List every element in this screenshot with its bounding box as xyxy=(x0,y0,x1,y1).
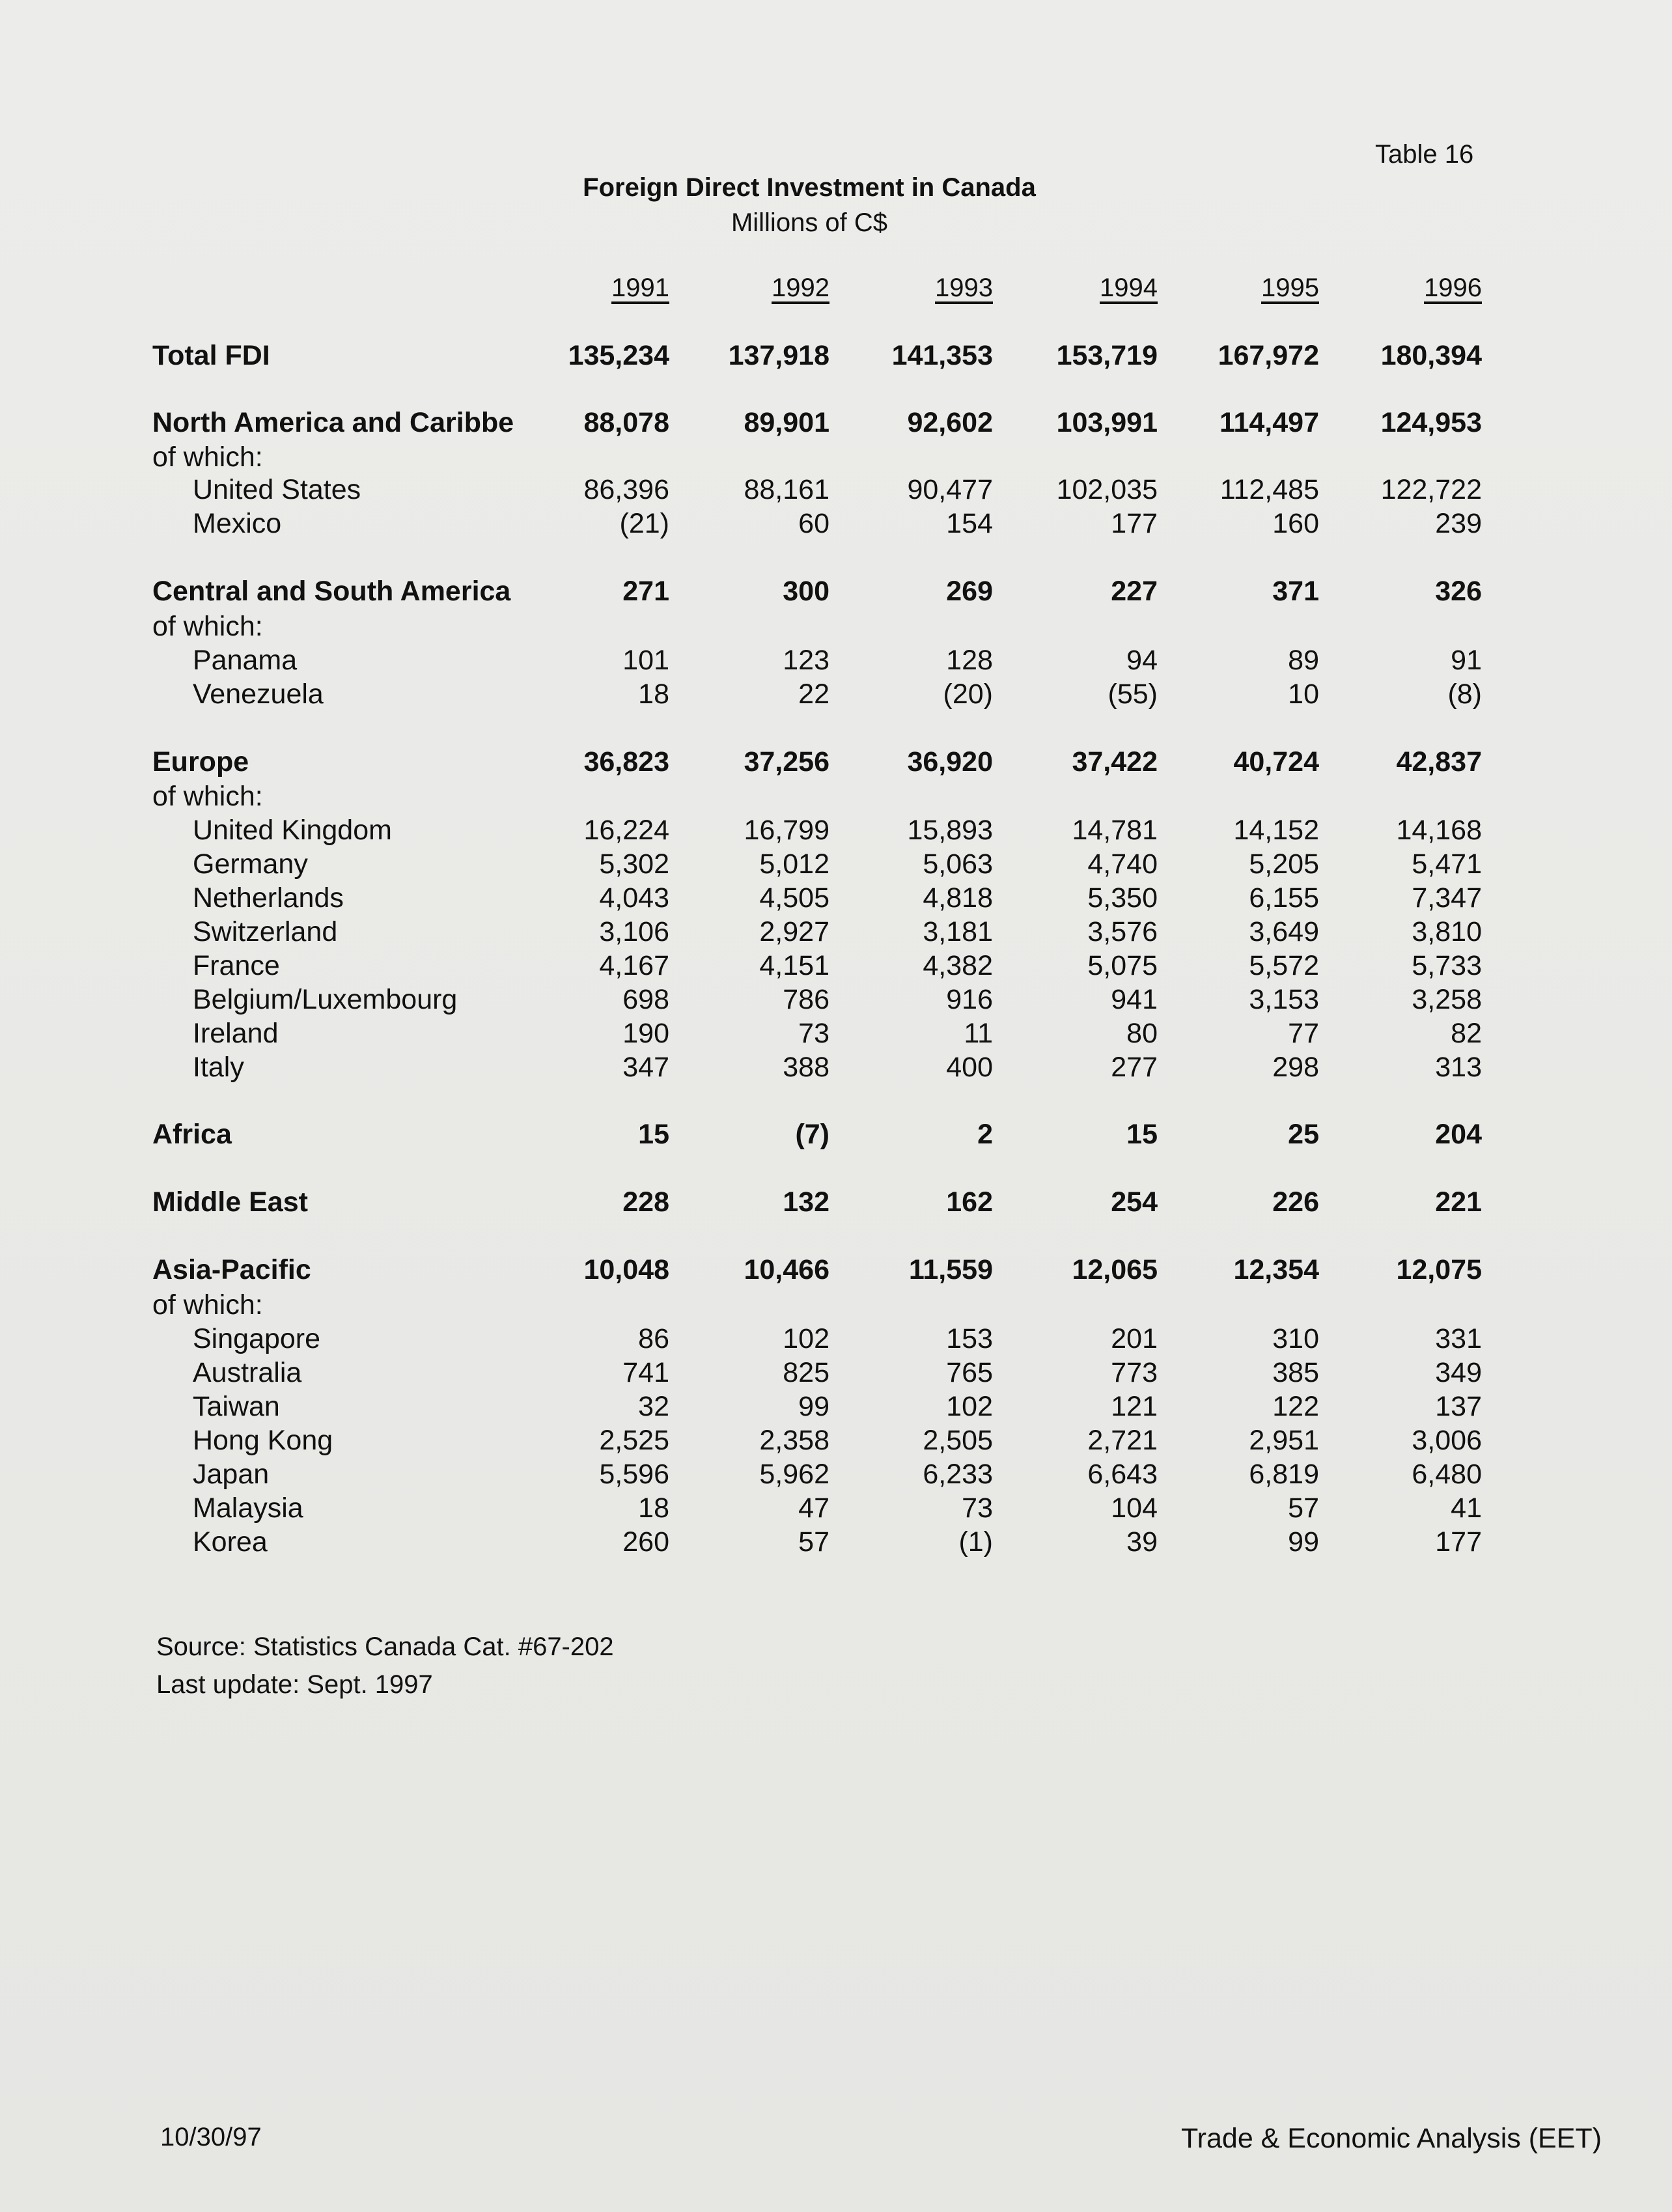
value-cell-1993: 4,382 xyxy=(923,950,993,981)
value-cell-1993: 2,505 xyxy=(923,1425,993,1456)
year-header-1991: 1991 xyxy=(611,273,669,302)
value-cell-1993: 90,477 xyxy=(907,474,993,505)
table-row xyxy=(0,815,1672,847)
value-cell-1995: 3,153 xyxy=(1249,984,1319,1015)
value-cell-1992: 47 xyxy=(798,1492,829,1524)
value-cell-1991: 16,224 xyxy=(583,815,669,846)
value-cell-1995: 77 xyxy=(1288,1018,1319,1049)
table-row xyxy=(0,984,1672,1016)
value-cell-1993: 141,353 xyxy=(891,340,993,371)
year-header-1995: 1995 xyxy=(1261,273,1319,302)
value-cell-1996: 41 xyxy=(1451,1492,1482,1524)
value-cell-1992: 57 xyxy=(798,1526,829,1558)
value-cell-1996: 122,722 xyxy=(1380,474,1482,505)
value-cell-1992: 22 xyxy=(798,679,829,710)
value-cell-1991: 4,043 xyxy=(599,882,669,914)
value-cell-1992: 132 xyxy=(783,1186,829,1218)
value-cell-1994: 277 xyxy=(1111,1052,1158,1083)
value-cell-1991: (21) xyxy=(619,508,669,539)
value-cell-1995: 3,649 xyxy=(1249,916,1319,947)
value-cell-1993: 162 xyxy=(946,1186,993,1218)
value-cell-1994: 15 xyxy=(1126,1119,1158,1150)
value-cell-1992: 2,358 xyxy=(759,1425,829,1456)
value-cell-1995: 6,155 xyxy=(1249,882,1319,914)
value-cell-1992: 102 xyxy=(783,1323,829,1354)
value-cell-1996: 326 xyxy=(1435,576,1482,607)
row-label: Switzerland xyxy=(193,916,338,947)
table-row xyxy=(0,1254,1672,1287)
row-label: of which: xyxy=(152,611,263,642)
row-label: United States xyxy=(193,474,361,505)
row-label: Middle East xyxy=(152,1186,308,1218)
row-label: of which: xyxy=(152,441,263,473)
value-cell-1995: 57 xyxy=(1288,1492,1319,1524)
value-cell-1995: 25 xyxy=(1288,1119,1319,1150)
row-label: Japan xyxy=(193,1459,270,1490)
value-cell-1993: 2 xyxy=(977,1119,993,1150)
value-cell-1994: 80 xyxy=(1126,1018,1158,1049)
value-cell-1996: 5,471 xyxy=(1412,848,1482,880)
value-cell-1991: 101 xyxy=(622,645,669,676)
year-header-1994: 1994 xyxy=(1100,273,1158,302)
value-cell-1995: 122 xyxy=(1272,1391,1319,1422)
row-label: Ireland xyxy=(193,1018,279,1049)
table-number: Table 16 xyxy=(1375,140,1474,169)
value-cell-1993: 269 xyxy=(946,576,993,607)
value-cell-1996: 14,168 xyxy=(1396,815,1482,846)
value-cell-1993: 36,920 xyxy=(907,746,993,777)
value-cell-1994: 5,350 xyxy=(1087,882,1158,914)
value-cell-1995: 10 xyxy=(1288,679,1319,710)
value-cell-1992: 137,918 xyxy=(728,340,829,371)
value-cell-1996: 42,837 xyxy=(1396,746,1482,777)
value-cell-1996: 5,733 xyxy=(1412,950,1482,981)
value-cell-1992: 388 xyxy=(783,1052,829,1083)
value-cell-1992: 825 xyxy=(783,1357,829,1388)
table-row xyxy=(0,1425,1672,1457)
value-cell-1996: 177 xyxy=(1435,1526,1482,1558)
table-row xyxy=(0,1357,1672,1390)
value-cell-1996: 239 xyxy=(1435,508,1482,539)
of-which-label-row xyxy=(0,611,1672,643)
value-cell-1992: 123 xyxy=(783,645,829,676)
of-which-label-row xyxy=(0,781,1672,813)
value-cell-1993: 15,893 xyxy=(907,815,993,846)
value-cell-1995: 14,152 xyxy=(1233,815,1319,846)
value-cell-1994: 4,740 xyxy=(1087,848,1158,880)
value-cell-1996: 12,075 xyxy=(1396,1254,1482,1285)
value-cell-1991: 86 xyxy=(638,1323,669,1354)
row-label: of which: xyxy=(152,1289,263,1321)
value-cell-1991: 2,525 xyxy=(599,1425,669,1456)
value-cell-1991: 15 xyxy=(638,1119,669,1150)
row-label: Netherlands xyxy=(193,882,344,914)
value-cell-1991: 698 xyxy=(622,984,669,1015)
value-cell-1996: 204 xyxy=(1435,1119,1482,1150)
table-row xyxy=(0,679,1672,711)
value-cell-1995: 5,205 xyxy=(1249,848,1319,880)
row-label: Singapore xyxy=(193,1323,321,1354)
value-cell-1992: 786 xyxy=(783,984,829,1015)
table-row xyxy=(0,1391,1672,1423)
value-cell-1996: 91 xyxy=(1451,645,1482,676)
value-cell-1992: 73 xyxy=(798,1018,829,1049)
row-label: Belgium/Luxembourg xyxy=(193,984,458,1015)
value-cell-1995: 385 xyxy=(1272,1357,1319,1388)
value-cell-1992: 5,012 xyxy=(759,848,829,880)
row-label: Malaysia xyxy=(193,1492,303,1524)
value-cell-1994: 941 xyxy=(1111,984,1158,1015)
footer-date: 10/30/97 xyxy=(160,2123,262,2151)
value-cell-1994: 773 xyxy=(1111,1357,1158,1388)
value-cell-1994: 177 xyxy=(1111,508,1158,539)
value-cell-1992: 2,927 xyxy=(759,916,829,947)
value-cell-1991: 86,396 xyxy=(583,474,669,505)
row-label: Europe xyxy=(152,746,249,777)
value-cell-1996: 6,480 xyxy=(1412,1459,1482,1490)
table-row xyxy=(0,1186,1672,1219)
table-row xyxy=(0,1119,1672,1151)
table-row xyxy=(0,645,1672,677)
value-cell-1995: 310 xyxy=(1272,1323,1319,1354)
value-cell-1992: 10,466 xyxy=(744,1254,829,1285)
value-cell-1994: 5,075 xyxy=(1087,950,1158,981)
value-cell-1993: 11,559 xyxy=(908,1254,993,1285)
value-cell-1994: 103,991 xyxy=(1056,407,1158,438)
value-cell-1992: 16,799 xyxy=(744,815,829,846)
value-cell-1991: 36,823 xyxy=(583,746,669,777)
value-cell-1992: 300 xyxy=(783,576,829,607)
value-cell-1995: 89 xyxy=(1288,645,1319,676)
value-cell-1993: 4,818 xyxy=(923,882,993,914)
value-cell-1996: (8) xyxy=(1447,679,1482,710)
value-cell-1991: 10,048 xyxy=(583,1254,669,1285)
value-cell-1994: 2,721 xyxy=(1087,1425,1158,1456)
value-cell-1992: 99 xyxy=(798,1391,829,1422)
row-label: Asia-Pacific xyxy=(152,1254,311,1285)
value-cell-1993: 916 xyxy=(946,984,993,1015)
value-cell-1995: 298 xyxy=(1272,1052,1319,1083)
value-cell-1996: 124,953 xyxy=(1380,407,1482,438)
value-cell-1995: 167,972 xyxy=(1218,340,1319,371)
value-cell-1996: 3,258 xyxy=(1412,984,1482,1015)
table-row xyxy=(0,882,1672,915)
value-cell-1993: (20) xyxy=(943,679,993,710)
value-cell-1994: 254 xyxy=(1111,1186,1158,1218)
row-label: Venezuela xyxy=(193,679,324,710)
value-cell-1993: 5,063 xyxy=(923,848,993,880)
value-cell-1994: 104 xyxy=(1111,1492,1158,1524)
value-cell-1994: 102,035 xyxy=(1056,474,1158,505)
row-label: Central and South America xyxy=(152,576,511,607)
value-cell-1992: 4,505 xyxy=(759,882,829,914)
value-cell-1991: 271 xyxy=(622,576,669,607)
value-cell-1995: 226 xyxy=(1272,1186,1319,1218)
value-cell-1991: 347 xyxy=(622,1052,669,1083)
value-cell-1991: 135,234 xyxy=(568,340,669,371)
value-cell-1993: (1) xyxy=(958,1526,993,1558)
value-cell-1991: 18 xyxy=(638,679,669,710)
row-label: Australia xyxy=(193,1357,302,1388)
value-cell-1991: 190 xyxy=(622,1018,669,1049)
value-cell-1994: 153,719 xyxy=(1056,340,1158,371)
table-row xyxy=(0,1492,1672,1525)
row-label: Total FDI xyxy=(152,340,270,371)
of-which-label-row xyxy=(0,441,1672,474)
footer-organization: Trade & Economic Analysis (EET) xyxy=(1181,2123,1602,2154)
value-cell-1992: (7) xyxy=(795,1119,829,1150)
year-header-1996: 1996 xyxy=(1424,273,1482,302)
value-cell-1993: 765 xyxy=(946,1357,993,1388)
value-cell-1993: 11 xyxy=(964,1018,993,1049)
value-cell-1991: 5,596 xyxy=(599,1459,669,1490)
row-label: Africa xyxy=(152,1119,232,1150)
table-row xyxy=(0,407,1672,440)
table-title: Foreign Direct Investment in Canada xyxy=(583,173,1036,202)
value-cell-1996: 313 xyxy=(1435,1052,1482,1083)
table-subtitle: Millions of C$ xyxy=(731,208,888,237)
table-row xyxy=(0,474,1672,507)
table-row xyxy=(0,1018,1672,1050)
value-cell-1992: 37,256 xyxy=(744,746,829,777)
value-cell-1991: 5,302 xyxy=(599,848,669,880)
value-cell-1993: 128 xyxy=(946,645,993,676)
row-label: France xyxy=(193,950,280,981)
value-cell-1991: 260 xyxy=(622,1526,669,1558)
value-cell-1996: 331 xyxy=(1435,1323,1482,1354)
value-cell-1994: 12,065 xyxy=(1072,1254,1158,1285)
value-cell-1995: 6,819 xyxy=(1249,1459,1319,1490)
value-cell-1995: 114,497 xyxy=(1219,407,1319,438)
row-label: North America and Caribbe xyxy=(152,407,514,438)
last-update-line: Last update: Sept. 1997 xyxy=(156,1670,433,1699)
value-cell-1994: (55) xyxy=(1108,679,1158,710)
value-cell-1994: 121 xyxy=(1111,1391,1158,1422)
value-cell-1992: 60 xyxy=(798,508,829,539)
value-cell-1994: 39 xyxy=(1126,1526,1158,1558)
table-row xyxy=(0,1052,1672,1084)
value-cell-1994: 14,781 xyxy=(1072,815,1158,846)
value-cell-1991: 228 xyxy=(622,1186,669,1218)
value-cell-1993: 73 xyxy=(962,1492,993,1524)
value-cell-1992: 5,962 xyxy=(759,1459,829,1490)
value-cell-1991: 741 xyxy=(622,1357,669,1388)
table-row xyxy=(0,1323,1672,1356)
value-cell-1996: 82 xyxy=(1451,1018,1482,1049)
row-label: of which: xyxy=(152,781,263,812)
value-cell-1994: 201 xyxy=(1111,1323,1158,1354)
row-label: Panama xyxy=(193,645,298,676)
value-cell-1994: 227 xyxy=(1111,576,1158,607)
source-note xyxy=(156,1628,614,1703)
value-cell-1994: 6,643 xyxy=(1087,1459,1158,1490)
value-cell-1996: 3,006 xyxy=(1412,1425,1482,1456)
value-cell-1991: 18 xyxy=(638,1492,669,1524)
value-cell-1992: 4,151 xyxy=(759,950,829,981)
value-cell-1996: 349 xyxy=(1435,1357,1482,1388)
value-cell-1993: 3,181 xyxy=(923,916,993,947)
row-label: Italy xyxy=(193,1052,244,1083)
year-header-1992: 1992 xyxy=(772,273,829,302)
source-line: Source: Statistics Canada Cat. #67-202 xyxy=(156,1632,614,1661)
table-row xyxy=(0,1459,1672,1491)
table-row xyxy=(0,340,1672,372)
value-cell-1992: 89,901 xyxy=(744,407,829,438)
value-cell-1995: 5,572 xyxy=(1249,950,1319,981)
value-cell-1993: 102 xyxy=(946,1391,993,1422)
value-cell-1995: 112,485 xyxy=(1219,474,1319,505)
value-cell-1993: 400 xyxy=(946,1052,993,1083)
row-label: Mexico xyxy=(193,508,282,539)
value-cell-1993: 153 xyxy=(946,1323,993,1354)
of-which-label-row xyxy=(0,1289,1672,1322)
row-label: United Kingdom xyxy=(193,815,392,846)
value-cell-1991: 88,078 xyxy=(583,407,669,438)
value-cell-1995: 2,951 xyxy=(1249,1425,1319,1456)
value-cell-1995: 12,354 xyxy=(1233,1254,1319,1285)
value-cell-1994: 3,576 xyxy=(1087,916,1158,947)
table-row xyxy=(0,576,1672,608)
value-cell-1993: 154 xyxy=(946,508,993,539)
value-cell-1992: 88,161 xyxy=(744,474,829,505)
table-row xyxy=(0,746,1672,779)
value-cell-1994: 94 xyxy=(1126,645,1158,676)
table-row xyxy=(0,1526,1672,1559)
value-cell-1996: 137 xyxy=(1435,1391,1482,1422)
table-row xyxy=(0,508,1672,540)
value-cell-1994: 37,422 xyxy=(1072,746,1158,777)
row-label: Korea xyxy=(193,1526,268,1558)
row-label: Taiwan xyxy=(193,1391,280,1422)
value-cell-1991: 3,106 xyxy=(599,916,669,947)
value-cell-1995: 371 xyxy=(1272,576,1319,607)
value-cell-1996: 7,347 xyxy=(1412,882,1482,914)
value-cell-1995: 160 xyxy=(1272,508,1319,539)
value-cell-1993: 92,602 xyxy=(907,407,993,438)
table-row xyxy=(0,916,1672,949)
year-header-1993: 1993 xyxy=(935,273,993,302)
value-cell-1996: 180,394 xyxy=(1380,340,1482,371)
value-cell-1996: 221 xyxy=(1435,1186,1482,1218)
table-row xyxy=(0,848,1672,881)
value-cell-1991: 4,167 xyxy=(599,950,669,981)
row-label: Germany xyxy=(193,848,308,880)
value-cell-1991: 32 xyxy=(638,1391,669,1422)
value-cell-1995: 99 xyxy=(1288,1526,1319,1558)
value-cell-1996: 3,810 xyxy=(1412,916,1482,947)
table-row xyxy=(0,950,1672,983)
value-cell-1993: 6,233 xyxy=(923,1459,993,1490)
row-label: Hong Kong xyxy=(193,1425,333,1456)
value-cell-1995: 40,724 xyxy=(1233,746,1319,777)
